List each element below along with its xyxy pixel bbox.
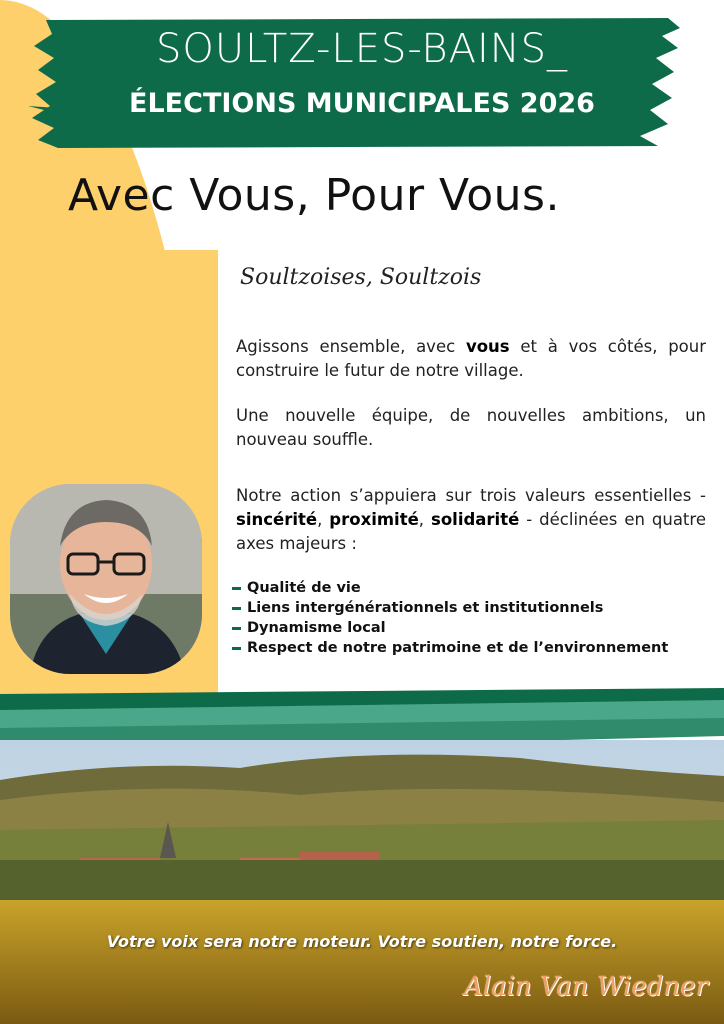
intro-paragraph-3: Notre action s’appuiera sur trois valeurs essentielles - sincérité, proximité, solidarité - déclinées en quatre axes majeurs : [236, 486, 706, 553]
greeting: Soultzoises, Soultzois [240, 265, 482, 290]
axes-list [232, 578, 722, 658]
intro-paragraph-2: Une nouvelle équipe, de nouvelles ambitions, un nouveau souffle. [236, 406, 706, 449]
intro-paragraph-1: Agissons ensemble, avec vous et à vos côtés, pour construire le futur de notre village. [236, 337, 706, 380]
candidate-portrait [10, 484, 202, 674]
dash-bullet-icon [232, 607, 241, 610]
list-item: Qualité de vie [232, 578, 722, 598]
election-title: ÉLECTIONS MUNICIPALES 2026 [129, 88, 595, 119]
slogan: Avec Vous, Pour Vous. [68, 170, 560, 221]
motto: Votre voix sera notre moteur. Votre soutien, notre force. [106, 932, 618, 951]
list-item: Respect de notre patrimoine et de l’environnement [232, 638, 722, 658]
list-item: Liens intergénérationnels et institutionnels [232, 598, 722, 618]
dash-bullet-icon [232, 627, 241, 630]
signature: Alain Van Wiedner [464, 972, 708, 1002]
list-item: Dynamisme local [232, 618, 722, 638]
dash-bullet-icon [232, 587, 241, 590]
dash-bullet-icon [232, 647, 241, 650]
town-name: SOULTZ-LES-BAINS_ [155, 26, 569, 72]
